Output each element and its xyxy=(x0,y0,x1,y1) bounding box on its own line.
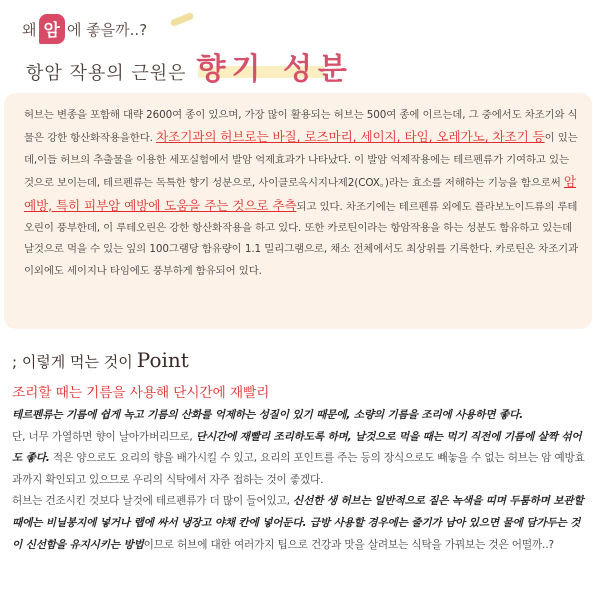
intro-red-2: 암 예방, 특히 피부암 예방에 도움을 주는 것으로 추측 xyxy=(24,174,576,213)
intro-text-1: 허브는 변종을 포함해 대략 2600여 종이 있으며, 가장 많이 활용되는 허브는 500여 종에 이르는데, 그 중에서도 차조기와 식물은 강한 항산화작용을한다. xyxy=(24,109,578,145)
question-prefix: 왜 xyxy=(22,20,37,39)
point-title xyxy=(12,348,189,372)
point-title-prefix: ; 이렇게 먹는 것이 xyxy=(12,353,133,371)
intro-box xyxy=(4,93,592,329)
point-p2-emphasis: 단시간에 재빨리 조리하도록 하며, 날것으로 먹을 때는 먹기 직전에 기름에 살짝 섞어도 좋다. xyxy=(12,430,582,465)
page-title xyxy=(26,44,353,88)
point-title-word: Point xyxy=(136,348,189,372)
intro-paragraph xyxy=(24,105,580,282)
point-p2-b: 적은 양으로도 요리의 향을 배가시킬 수 있고, 요리의 포인트를 주는 등의 장식으로도 빼놓을 수 없는 허브는 암 예방효과까지 확인되고 있으므로 우리의 식탁에서 자주 접하는 것이 좋겠다. xyxy=(12,452,585,486)
question-suffix: 에 좋을까..? xyxy=(66,20,148,39)
point-p3-emphasis: 신선한 생 허브는 일반적으로 짙은 녹색을 띠며 두툼하며 보관할 때에는 비닐봉지에 넣거나 랩에 싸서 냉장고 야채 칸에 넣어둔다. 급방 사용할 경우에는 줄기가 남아 있으면 물에 담가두는 것이 신선함을 유지시키는 방법 xyxy=(12,495,584,551)
title-main: 항암 작용의 근원은 xyxy=(26,63,187,84)
point-paragraph-3 xyxy=(12,491,590,556)
point-p3-b: 이므로 허브에 대한 여러가지 팁으로 건강과 맛을 살려보는 식탁을 가꿔보는 것은 어떨까..? xyxy=(143,538,554,551)
header xyxy=(0,0,600,92)
point-p1-emphasis: 테르펜류는 기름에 쉽게 녹고 기름의 산화를 억제하는 성질이 있기 때문에, 소량의 기름을 조리에 사용하면 좋다. xyxy=(12,409,524,421)
point-paragraph-2 xyxy=(12,427,590,492)
point-p2-a: 단, 너무 가열하면 향이 날아가버리므로, xyxy=(12,430,193,443)
point-p3-a: 허브는 건조시킨 것보다 날것에 테르펜류가 더 많이 들어있고, xyxy=(12,495,290,508)
point-paragraph-1 xyxy=(12,405,590,427)
title-accent: 향기 성분 xyxy=(196,52,353,87)
point-body xyxy=(12,405,590,556)
question-badge: 암 xyxy=(39,14,65,44)
decorative-stroke xyxy=(170,12,195,27)
question-line xyxy=(22,14,147,44)
intro-text-2: 이 있는데,이들 허브의 추출물을 이용한 세포실험에서 발암 억제효과가 나타났다. 이 발암 억제작용에는 테르펜류가 기여하고 있는 것으로 보이는데, 테르펜류는 독특한 향기 성분으로, 사이클로옥시지나제2(COX。)라는 효소를 저해하는 기능을 함으로써 xyxy=(24,132,578,190)
intro-text-3: 되고 있다. 차조기에는 테르펜류 외에도 플라보노이드류의 루테오린이 풍부한데, 이 루테오린은 강한 항산화작용을 하고 있다. 또한 카로틴이라는 항암작용을 하는 성분도 함유하고 있는데 날것으로 먹을 수 있는 잎의 100그램당 함유량이 1.1 밀리그램으로, 채소 전체에서도 최상위를 기록한다. 카로틴은 차조기과 이외에도 세이지나 타임에도 풍부하게 함유되어 있다. xyxy=(24,200,579,277)
intro-red-1: 차조기과의 허브로는 바질, 로즈마리, 세이지, 타임, 오레가노, 차조기 등 xyxy=(156,129,545,145)
point-subtitle: 조리할 때는 기름을 사용해 단시간에 재빨리 xyxy=(12,385,270,401)
